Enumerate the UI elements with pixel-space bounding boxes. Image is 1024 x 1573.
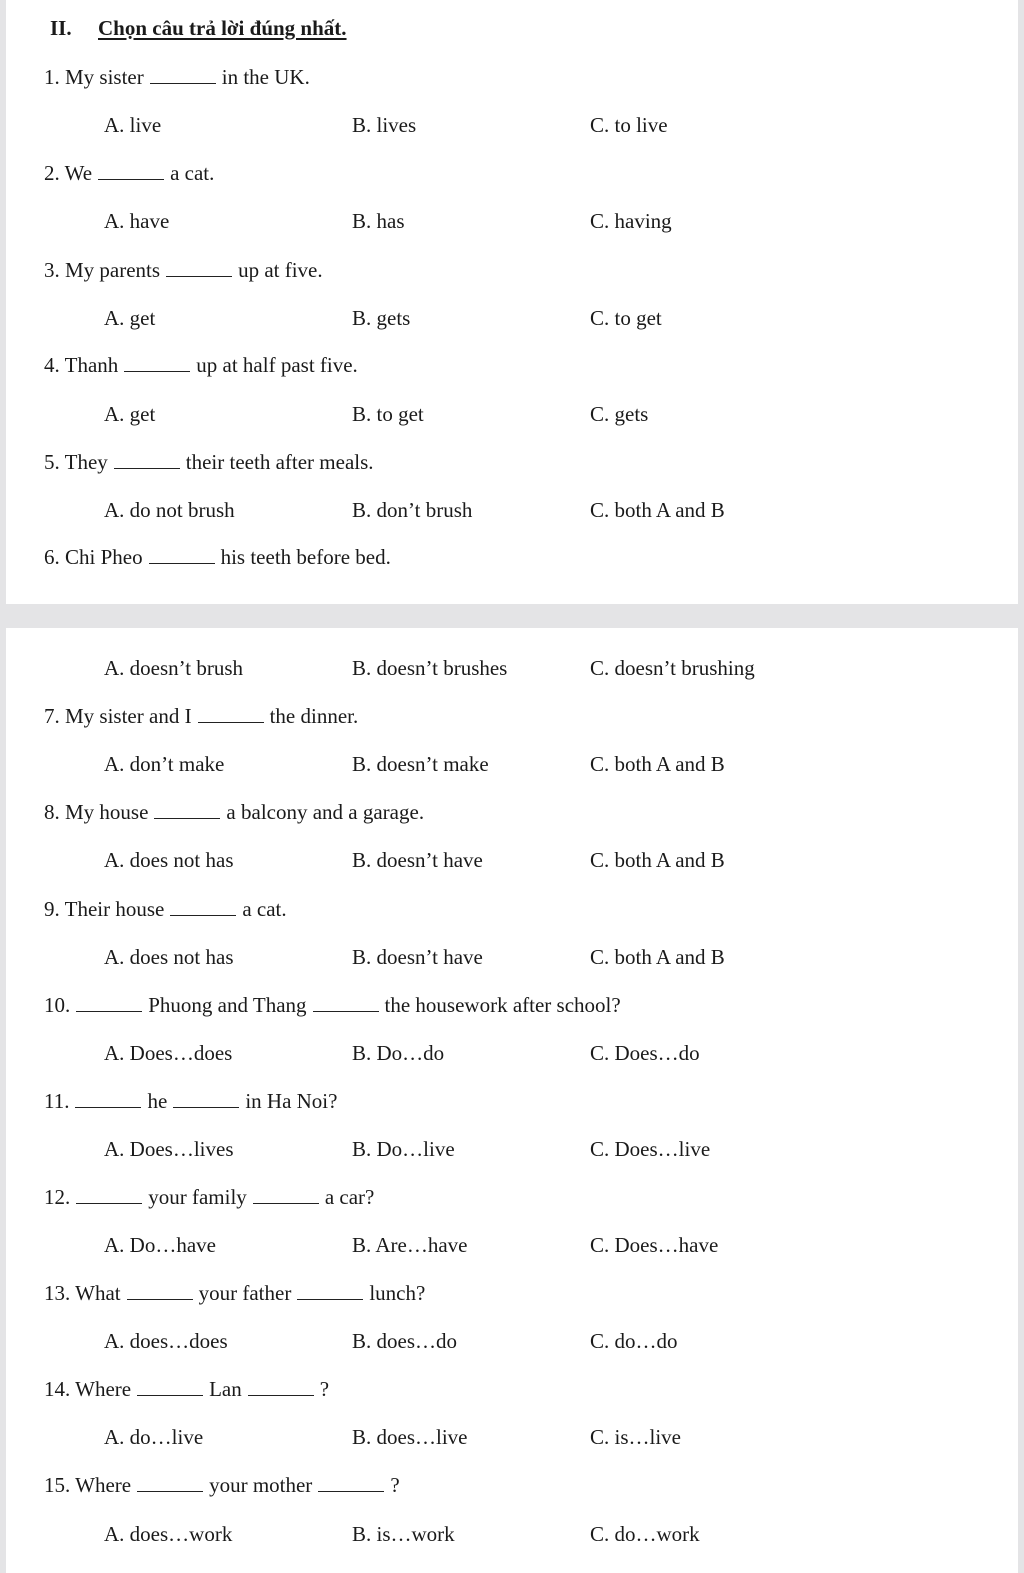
option-b[interactable]: B. lives bbox=[352, 113, 417, 137]
question-8: 8. My house a balcony and a garage. bbox=[44, 800, 425, 824]
option-b[interactable]: B. to get bbox=[352, 402, 424, 426]
answer-blank[interactable] bbox=[318, 1473, 384, 1492]
option-b[interactable]: B. Are…have bbox=[352, 1233, 468, 1257]
answer-blank[interactable] bbox=[76, 1185, 142, 1204]
answer-blank[interactable] bbox=[150, 65, 216, 84]
option-a[interactable]: A. does not has bbox=[104, 945, 234, 969]
page-top bbox=[6, 0, 1018, 604]
option-b[interactable]: B. has bbox=[352, 209, 405, 233]
option-c[interactable]: C. doesn’t brushing bbox=[590, 656, 755, 680]
option-c[interactable]: C. gets bbox=[590, 402, 649, 426]
answer-blank[interactable] bbox=[173, 1089, 239, 1108]
answer-blank[interactable] bbox=[98, 161, 164, 180]
option-c[interactable]: C. do…work bbox=[590, 1522, 700, 1546]
option-a[interactable]: A. get bbox=[104, 306, 156, 330]
option-a[interactable]: A. Does…lives bbox=[104, 1137, 234, 1161]
option-a[interactable]: A. do not brush bbox=[104, 498, 235, 522]
option-b[interactable]: B. does…do bbox=[352, 1329, 457, 1353]
option-b[interactable]: B. Do…live bbox=[352, 1137, 455, 1161]
answer-blank[interactable] bbox=[137, 1473, 203, 1492]
option-b[interactable]: B. doesn’t have bbox=[352, 848, 483, 872]
question-10: 10. Phuong and Thang the housework after school? bbox=[44, 993, 621, 1017]
option-a[interactable]: A. Do…have bbox=[104, 1233, 216, 1257]
answer-blank[interactable] bbox=[114, 450, 180, 469]
question-1: 1. My sister in the UK. bbox=[44, 65, 310, 89]
option-c[interactable]: C. both A and B bbox=[590, 945, 725, 969]
option-c[interactable]: C. having bbox=[590, 209, 672, 233]
answer-blank[interactable] bbox=[154, 800, 220, 819]
answer-blank[interactable] bbox=[166, 258, 232, 277]
option-b[interactable]: B. doesn’t brushes bbox=[352, 656, 508, 680]
option-a[interactable]: A. Does…does bbox=[104, 1041, 233, 1065]
question-5: 5. They their teeth after meals. bbox=[44, 450, 374, 474]
option-c[interactable]: C. to get bbox=[590, 306, 662, 330]
section-heading bbox=[50, 16, 347, 41]
option-c[interactable]: C. both A and B bbox=[590, 848, 725, 872]
option-c[interactable]: C. to live bbox=[590, 113, 668, 137]
question-13: 13. What your father lunch? bbox=[44, 1281, 426, 1305]
question-15: 15. Where your mother ? bbox=[44, 1473, 400, 1497]
answer-blank[interactable] bbox=[313, 993, 379, 1012]
question-11: 11. he in Ha Noi? bbox=[44, 1089, 338, 1113]
option-c[interactable]: C. Does…live bbox=[590, 1137, 711, 1161]
question-14: 14. Where Lan ? bbox=[44, 1377, 330, 1401]
answer-blank[interactable] bbox=[248, 1377, 314, 1396]
answer-blank[interactable] bbox=[170, 897, 236, 916]
option-b[interactable]: B. doesn’t have bbox=[352, 945, 483, 969]
option-c[interactable]: C. both A and B bbox=[590, 752, 725, 776]
answer-blank[interactable] bbox=[124, 353, 190, 372]
option-a[interactable]: A. do…live bbox=[104, 1425, 204, 1449]
option-a[interactable]: A. does…does bbox=[104, 1329, 228, 1353]
option-a[interactable]: A. does…work bbox=[104, 1522, 233, 1546]
option-b[interactable]: B. is…work bbox=[352, 1522, 455, 1546]
option-b[interactable]: B. don’t brush bbox=[352, 498, 473, 522]
option-c[interactable]: C. both A and B bbox=[590, 498, 725, 522]
question-7: 7. My sister and I the dinner. bbox=[44, 704, 359, 728]
option-c[interactable]: C. Does…have bbox=[590, 1233, 719, 1257]
question-3: 3. My parents up at five. bbox=[44, 258, 323, 282]
option-a[interactable]: A. have bbox=[104, 209, 170, 233]
section-title: Chọn câu trả lời đúng nhất. bbox=[98, 16, 347, 40]
answer-blank[interactable] bbox=[253, 1185, 319, 1204]
section-number: II. bbox=[50, 16, 72, 40]
answer-blank[interactable] bbox=[149, 545, 215, 564]
answer-blank[interactable] bbox=[297, 1281, 363, 1300]
question-4: 4. Thanh up at half past five. bbox=[44, 353, 358, 377]
option-b[interactable]: B. doesn’t make bbox=[352, 752, 489, 776]
answer-blank[interactable] bbox=[137, 1377, 203, 1396]
question-6: 6. Chi Pheo his teeth before bed. bbox=[44, 545, 391, 569]
option-b[interactable]: B. Do…do bbox=[352, 1041, 445, 1065]
option-a[interactable]: A. does not has bbox=[104, 848, 234, 872]
option-a[interactable]: A. doesn’t brush bbox=[104, 656, 244, 680]
question-2: 2. We a cat. bbox=[44, 161, 215, 185]
question-9: 9. Their house a cat. bbox=[44, 897, 287, 921]
option-a[interactable]: A. don’t make bbox=[104, 752, 225, 776]
question-12: 12. your family a car? bbox=[44, 1185, 375, 1209]
answer-blank[interactable] bbox=[198, 704, 264, 723]
option-b[interactable]: B. gets bbox=[352, 306, 411, 330]
answer-blank[interactable] bbox=[76, 993, 142, 1012]
option-c[interactable]: C. Does…do bbox=[590, 1041, 700, 1065]
option-a[interactable]: A. get bbox=[104, 402, 156, 426]
option-c[interactable]: C. is…live bbox=[590, 1425, 682, 1449]
page-bottom bbox=[6, 628, 1018, 1573]
option-a[interactable]: A. live bbox=[104, 113, 162, 137]
answer-blank[interactable] bbox=[75, 1089, 141, 1108]
option-c[interactable]: C. do…do bbox=[590, 1329, 678, 1353]
option-b[interactable]: B. does…live bbox=[352, 1425, 468, 1449]
answer-blank[interactable] bbox=[127, 1281, 193, 1300]
